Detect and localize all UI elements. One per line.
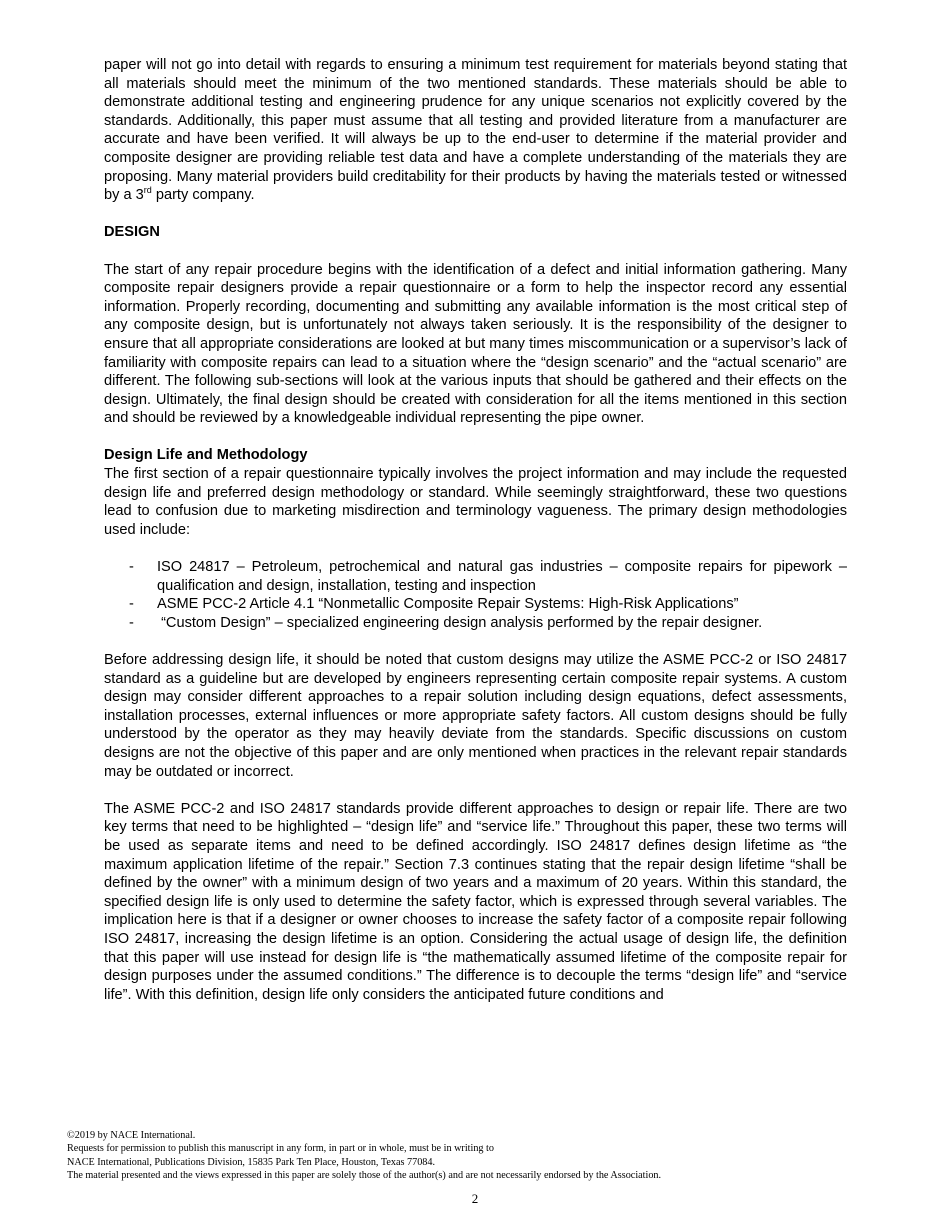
bullet-dash: - [129, 596, 134, 613]
footer-copyright: ©2019 by NACE International. [67, 1130, 196, 1141]
paragraph-design: The start of any repair procedure begins with the identification of a defect and initial information gathering. Many composite repair designers provide a repair questionnaire or a form to help the inspector record any essential information. Properly recording, documenting and submitting any available information is the most critical step of any composite design, but is unfortunately not always taken seriously. It is the responsibility of the designer to ensure that all appropriate considerations are looked at but many times miscommunication or a supervisor’s lack of familiarity with composite repairs can lead to a situation where the “design scenario” and the “actual scenario” are different. The following sub-sections will look at the various inputs that should be gathered and their effects on the design. Ultimately, the final design should be created with consideration for all the items mentioned in this section and should be reviewed by a knowledgeable individual representing the pipe owner. [104, 261, 847, 427]
list-item-asme [104, 595, 847, 614]
paragraph-intro-end: party company. [151, 187, 255, 204]
list-item-text: ASME PCC-2 Article 4.1 “Nonmetallic Composite Repair Systems: High-Risk Applications” [157, 596, 739, 613]
list-item-text: “Custom Design” – specialized engineering design analysis performed by the repair designer. [157, 614, 763, 631]
document-body [104, 56, 847, 1004]
bullet-dash: - [129, 559, 134, 576]
list-item-iso [104, 558, 847, 595]
page-number: 2 [471, 1191, 479, 1206]
superscript-rd: rd [143, 185, 152, 196]
footer-permission: Requests for permission to publish this manuscript in any form, in part or in whole, must be in writing to [67, 1143, 494, 1155]
subheading-design-life: Design Life and Methodology [104, 447, 308, 464]
footer [67, 1129, 887, 1182]
footer-address: NACE International, Publications Division, 15835 Park Ten Place, Houston, Texas 77084. [67, 1156, 436, 1168]
paragraph-intro [104, 56, 847, 205]
footer-disclaimer: The material presented and the views expressed in this paper are solely those of the author(s) and are not necessarily endorsed by the Association. [67, 1169, 662, 1181]
paragraph-design-life: The ASME PCC-2 and ISO 24817 standards provide different approaches to design or repair life. There are two key terms that need to be highlighted – “design life” and “service life.” Throughout this paper, these two terms will be used as separate items and need to be defined accordingly. ISO 24817 defines design lifetime as “the maximum application lifetime of the repair.” Section 7.3 continues stating that the repair design lifetime “shall be defined by the owner” with a minimum design of two years and a maximum of 20 years. Within this standard, the specified design life is only used to determine the safety factor, which is expressed through several variables. The implication here is that if a designer or owner chooses to increase the safety factor of a composite repair following ISO 24817, increasing the design lifetime is an option. Considering the actual usage of design life, the definition that this paper will use instead for design life is “the mathematically assumed lifetime of the composite repair for design purposes under the assumed conditions.” The difference is to decouple the terms “design life” and “service life”. With this definition, design life only considers the anticipated future conditions and [104, 800, 847, 1003]
bullet-dash: - [129, 614, 134, 631]
section-heading-design: DESIGN [104, 224, 160, 241]
paragraph-intro-text: paper will not go into detail with regards to ensuring a minimum test requirement for materials beyond stating that all materials should meet the minimum of the two mentioned standards. These materials should be able to demonstrate additional testing and engineering prudence for any unique scenarios not explicitly covered by the standards. Additionally, this paper must assume that all testing and provided literature from a manufacturer are accurate and have been verified. It will always be up to the end-user to determine if the material provider and composite designer are providing reliable test data and have a complete understanding of the materials they are proposing. Many material providers build creditability for their products by having the materials tested or witnessed by a 3 [104, 57, 847, 204]
list-item-text: ISO 24817 – Petroleum, petrochemical and natural gas industries – composite repairs for pipework – qualification and design, installation, testing and inspection [157, 559, 847, 594]
methodology-list [104, 558, 847, 632]
list-item-custom [104, 614, 847, 633]
paragraph-methodology: The first section of a repair questionnaire typically involves the project information and may include the requested design life and preferred design methodology or standard. While seemingly straightforward, these two questions lead to confusion due to marketing misdirection and terminology vagueness. The primary design methodologies used include: [104, 466, 847, 538]
paragraph-custom-design: Before addressing design life, it should be noted that custom designs may utilize the ASME PCC-2 or ISO 24817 standard as a guideline but are developed by engineers representing certain composite repair systems. A custom design may consider different approaches to a repair solution including design equations, defect assessments, installation processes, external influences or more appropriate safety factors. All custom designs should be fully understood by the operator as they may heavily deviate from the standards. Specific discussions on custom designs are not the objective of this paper and are only mentioned when practices in the relevant repair standards may be outdated or incorrect. [104, 652, 847, 780]
